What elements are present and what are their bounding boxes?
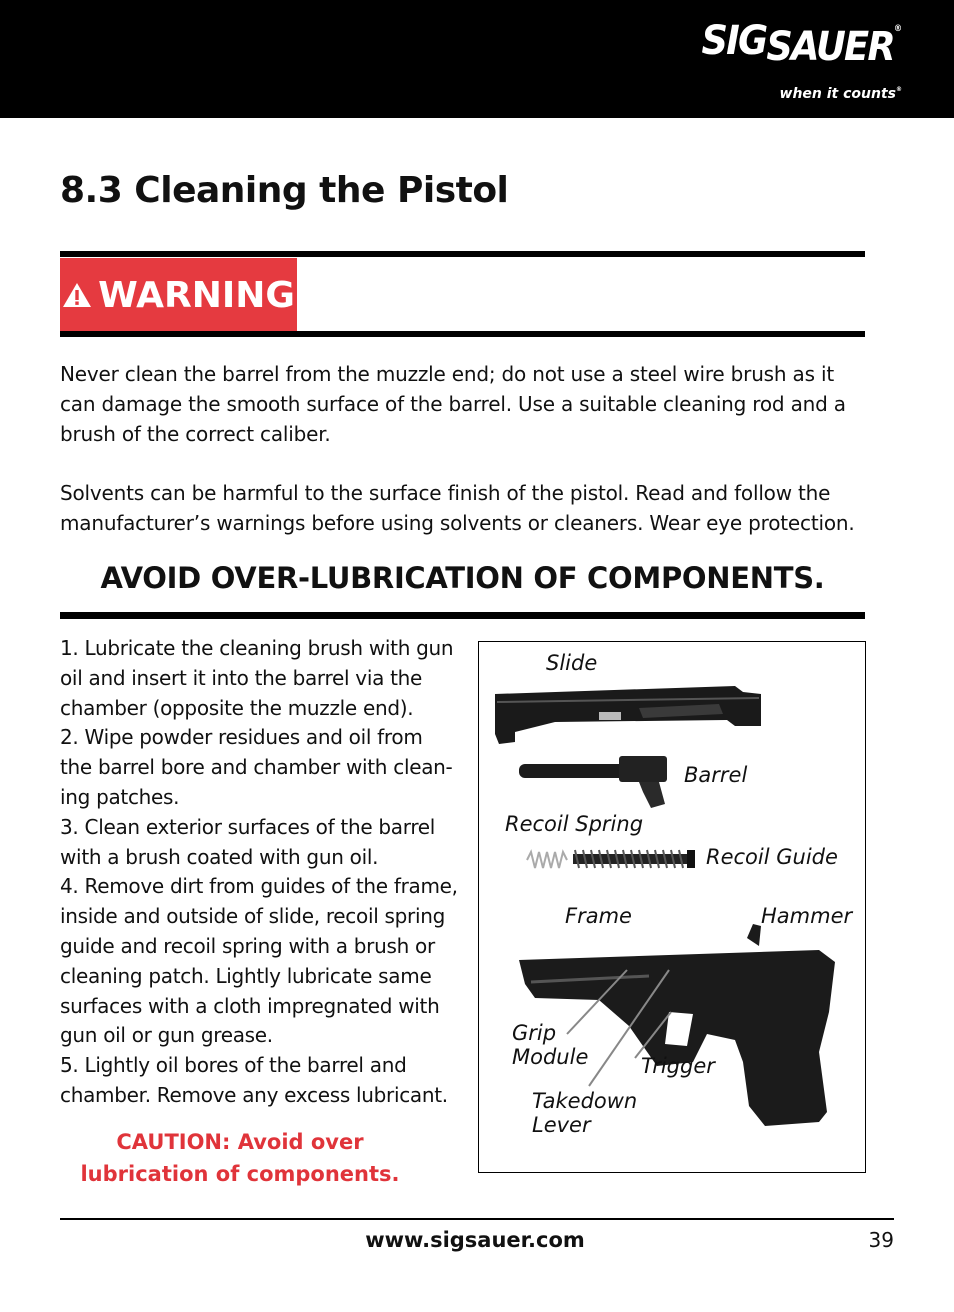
recoil-spring-image xyxy=(527,852,567,868)
warning-paragraph-solvents: Solvents can be harmful to the surface finish of the pistol. Read and follow the manufacturer’s warnings before using solvents or cleaners. Wear eye protection. xyxy=(60,481,855,535)
page-title: 8.3 Cleaning the Pistol xyxy=(60,170,509,211)
grip-module-label xyxy=(512,1021,588,1069)
slide-label: Slide xyxy=(546,651,598,675)
logo-wordmark: SIGSAUER® xyxy=(701,18,902,70)
caution-line: lubrication of components. xyxy=(80,1162,400,1186)
slide-image xyxy=(495,686,761,744)
recoil-guide-label: Recoil Guide xyxy=(706,845,838,869)
step-item: 3. Clean exterior surfaces of the barrel with a brush coated with gun oil. xyxy=(60,814,436,869)
warning-label: WARNING xyxy=(98,274,295,316)
warning-top-rule xyxy=(60,251,865,257)
takedown-lever-label-line: Takedown xyxy=(532,1089,638,1113)
barrel-label: Barrel xyxy=(684,763,748,787)
step-item: 5. Lightly oil bores of the barrel and chamber. Remove any excess lubricant. xyxy=(60,1053,448,1107)
cleaning-steps xyxy=(60,634,460,1111)
avoid-lubrication-heading: AVOID OVER-LUBRICATION OF COMPONENTS. xyxy=(100,561,825,595)
takedown-lever-label-line: Lever xyxy=(532,1113,591,1137)
header-bar xyxy=(0,0,954,118)
logo-tagline: when it counts® xyxy=(779,86,902,102)
website-link[interactable]: www.sigsauer.com xyxy=(365,1228,585,1252)
warning-paragraph-barrel: Never clean the barrel from the muzzle end; do not use a steel wire brush as it can damage the smooth surface of the barrel. Use a suitable cleaning rod and a brush of the correct caliber. xyxy=(60,362,846,446)
pistol-parts-figure xyxy=(478,641,866,1173)
trigger-label: Trigger xyxy=(641,1054,715,1078)
warning-triangle-icon xyxy=(62,281,92,309)
grip-module-label-line: Module xyxy=(512,1045,589,1069)
step-item: 2. Wipe powder residues and oil from the barrel bore and chamber with clean-ing patches. xyxy=(60,725,453,809)
sig-sauer-logo xyxy=(701,18,902,106)
warning-banner xyxy=(60,258,297,332)
hammer-label: Hammer xyxy=(761,904,853,928)
page-number: 39 xyxy=(868,1228,894,1252)
barrel-image xyxy=(519,756,667,808)
step-item: 4. Remove dirt from guides of the frame, inside and outside of slide, recoil spring guide and recoil spring with a brush or cleaning patch. Lightly lubricate same surfaces with a cloth impregnated with gun oil or gun grease. xyxy=(60,874,458,1048)
grip-module-label-line: Grip xyxy=(512,1021,557,1045)
takedown-lever-label xyxy=(532,1089,637,1137)
frame-label: Frame xyxy=(565,904,632,928)
warning-bottom-rule xyxy=(60,331,865,337)
caution-line: CAUTION: Avoid over xyxy=(116,1130,364,1154)
section-rule xyxy=(60,612,865,619)
recoil-spring-label: Recoil Spring xyxy=(505,812,644,836)
recoil-guide-image xyxy=(573,850,695,868)
caution-note xyxy=(60,1126,420,1190)
step-item: 1. Lubricate the cleaning brush with gun oil and insert it into the barrel via the chamber (opposite the muzzle end). xyxy=(60,636,454,720)
footer-rule xyxy=(60,1218,894,1220)
